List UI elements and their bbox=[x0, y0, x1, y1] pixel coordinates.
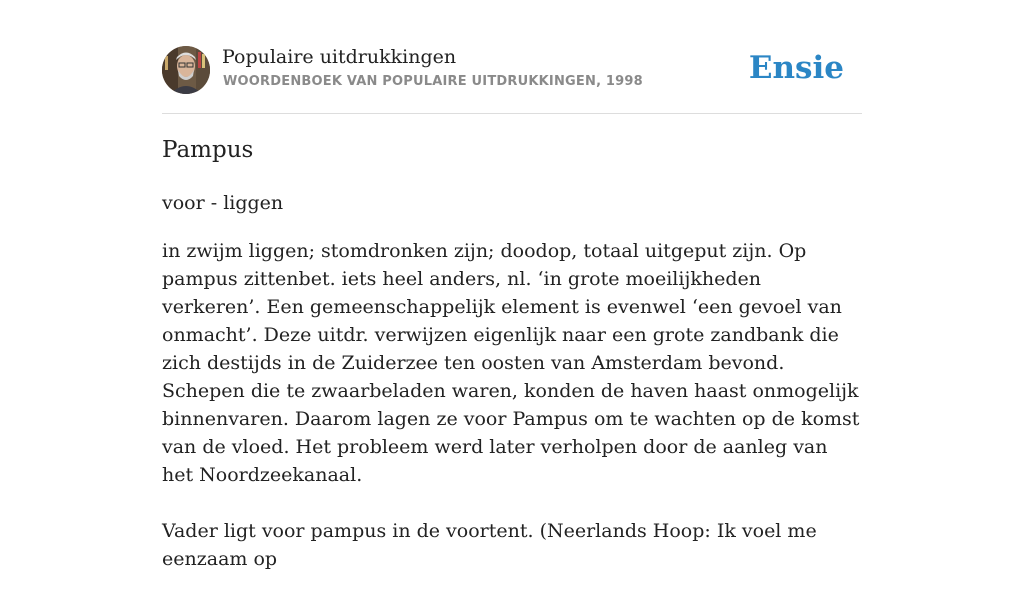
entry-paragraph: in zwijm liggen; stomdronken zijn; doodop, totaal uitgeput zijn. Op pampus zittenbet. iets heel anders, nl. ‘in grote moeilijkheden verkeren’. Een gemeenschappelijk element is evenwel ‘een gevoel van onmacht’. Deze uitdr. verwijzen eigenlijk naar een grote zandbank die zich destijds in de Zuiderzee ten oosten van Amsterdam bevond. Schepen die te zwaarbeladen waren, konden de haven haast onmogelijk binnenvaren. Daarom lagen ze voor Pampus om te wachten op de komst van de vloed. Het probleem werd later verholpen door de aanleg van het Noordzeekanaal. bbox=[162, 240, 860, 486]
author-avatar[interactable] bbox=[162, 46, 210, 94]
entry-subtitle: voor - liggen bbox=[162, 192, 284, 214]
entry-body bbox=[162, 237, 862, 601]
header-divider bbox=[162, 113, 862, 114]
source-title[interactable]: Populaire uitdrukkingen bbox=[222, 46, 457, 68]
ensie-logo[interactable]: Ensie bbox=[748, 50, 844, 86]
entry-title: Pampus bbox=[162, 137, 254, 163]
source-subtitle: WOORDENBOEK VAN POPULAIRE UITDRUKKINGEN, 1998 bbox=[223, 74, 643, 89]
source-header bbox=[162, 46, 862, 96]
entry-paragraph: Vader ligt voor pampus in de voortent. (Neerlands Hoop: Ik voel me eenzaam op bbox=[162, 520, 817, 570]
author-portrait-image bbox=[162, 46, 210, 94]
